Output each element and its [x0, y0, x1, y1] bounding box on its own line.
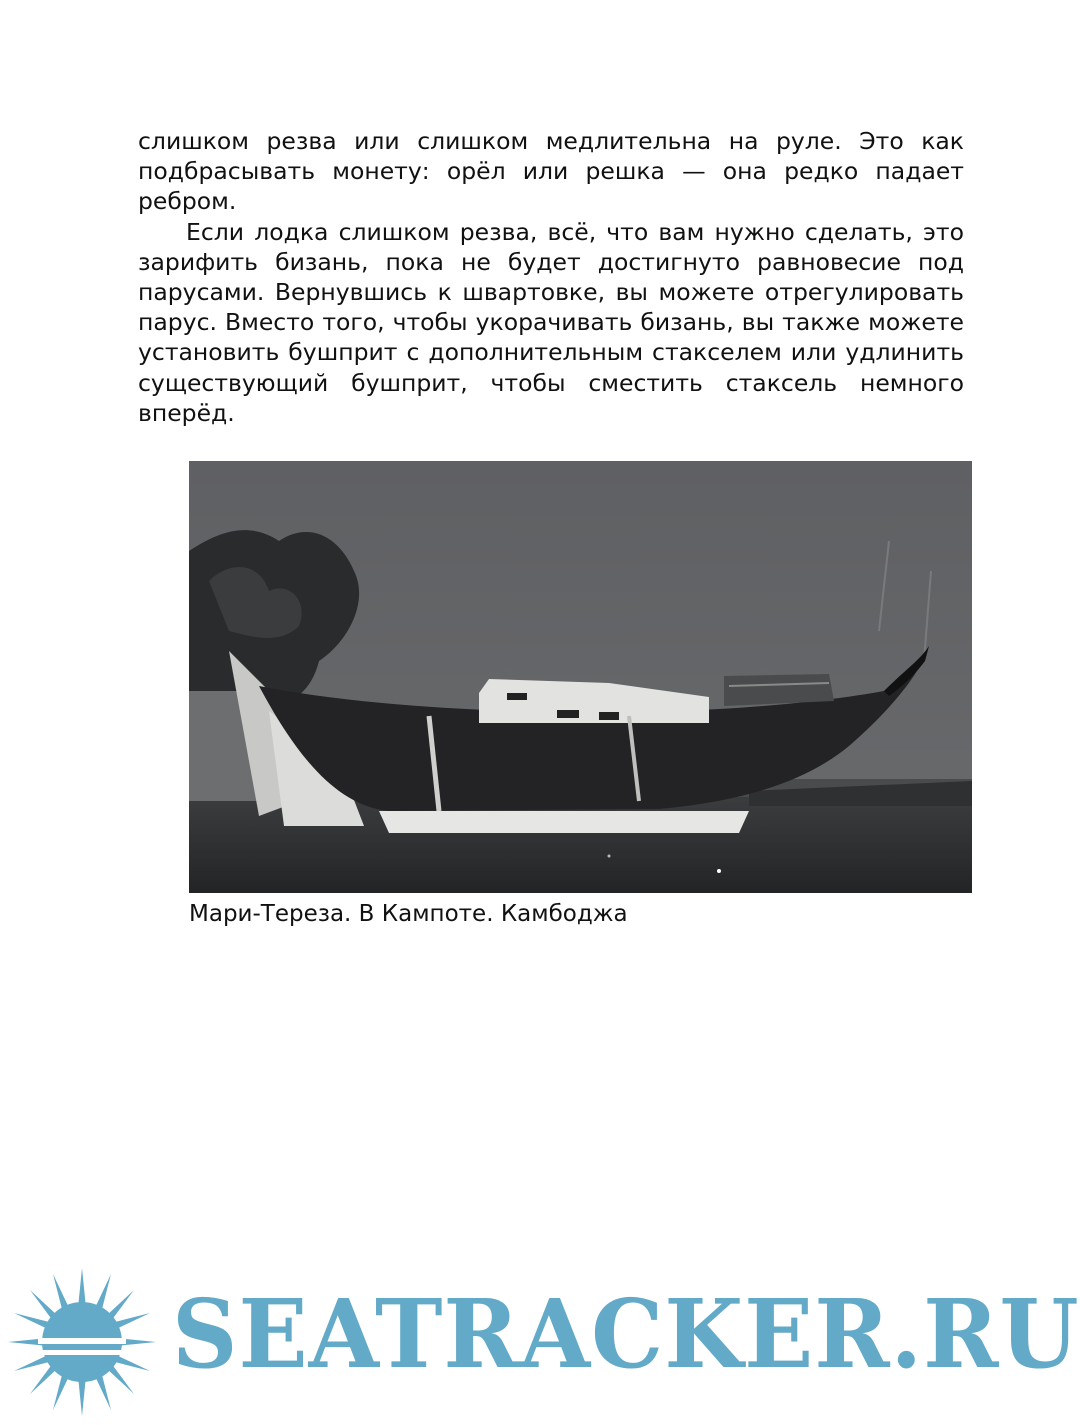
sun-logo-icon: [8, 1268, 156, 1416]
watermark: [0, 1262, 1080, 1412]
body-text: [138, 126, 964, 428]
boat-photo: [189, 461, 972, 893]
paragraph-2: Если лодка слишком резва, всё, что вам нужно сделать, это зарифить бизань, пока не будет достигнуто равновесие под парусами. Вернувшись к швартовке, вы можете отрегулировать парус. Вместо того, чтобы укорачивать бизань, вы также можете установить бушприт с дополнительным стакселем или удлинить существующий бушприт, чтобы сместить стаксель немного вперёд.: [138, 217, 964, 427]
paragraph-1: слишком резва или слишком медлительна на руле. Это как подбрасывать монету: орёл или решка — она редко падает ребром.: [138, 127, 964, 216]
site-wordmark: SEATRACKER.RU: [172, 1279, 1080, 1390]
figure-caption: Мари-Тереза. В Кампоте. Камбоджа: [189, 901, 628, 927]
